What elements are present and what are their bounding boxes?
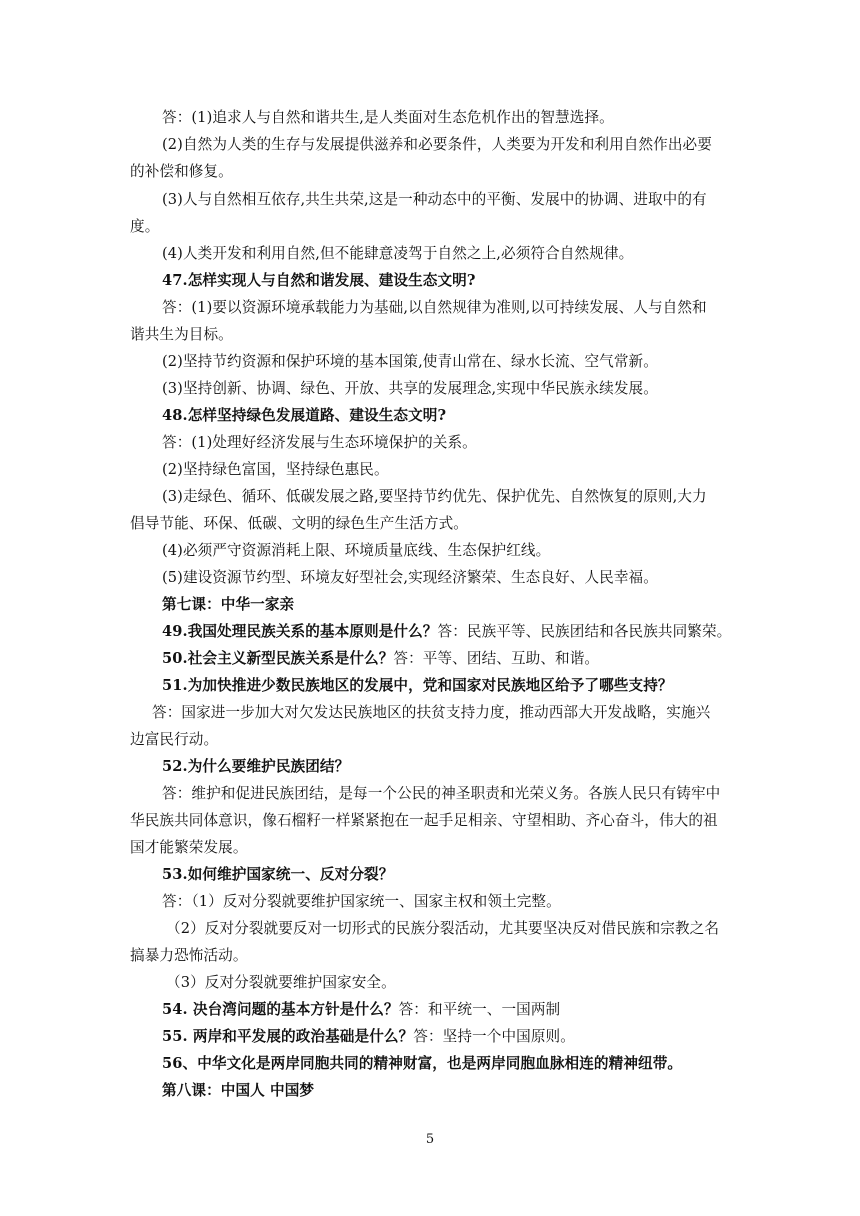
question-heading: 53.如何维护国家统一、反对分裂？ xyxy=(162,866,394,883)
question-text: 49.我国处理民族关系的基本原则是什么？ xyxy=(162,623,438,640)
text-line: 国才能繁荣发展。 xyxy=(130,839,248,856)
text-line: （3）反对分裂就要维护国家安全。 xyxy=(166,974,396,991)
text-line: 答：(1)处理好经济发展与生态环境保护的关系。 xyxy=(162,434,477,451)
question-heading: 48.怎样坚持绿色发展道路、建设生态文明? xyxy=(162,407,447,424)
text-line: (3)人与自然相互依存,共生共荣,这是一种动态中的平衡、发展中的协调、进取中的有 xyxy=(162,191,707,208)
text-line: (2)坚持绿色富国，坚持绿色惠民。 xyxy=(162,461,389,478)
lesson-heading: 第七课：中华一家亲 xyxy=(162,596,295,613)
text-line: (3)坚持创新、协调、绿色、开放、共享的发展理念,实现中华民族永续发展。 xyxy=(162,380,658,397)
text-line: (5)建设资源节约型、环境友好型社会,实现经济繁荣、生态良好、人民幸福。 xyxy=(162,569,658,586)
answer-text: 答：民族平等、民族团结和各民族共同繁荣。 xyxy=(437,623,732,640)
text-line: 搞暴力恐怖活动。 xyxy=(130,947,248,964)
answer-text: 答：坚持一个中国原则。 xyxy=(413,1028,575,1045)
text-line: 答：维护和促进民族团结，是每一个公民的神圣职责和光荣义务。各族人民只有铸牢中 xyxy=(162,785,721,802)
text-line: 答：(1)要以资源环境承载能力为基础,以自然规律为准则,以可持续发展、人与自然和 xyxy=(162,299,707,316)
answer-text: 答：和平统一、一国两制 xyxy=(398,1001,561,1018)
answer-text: 答：平等、团结、互助、和谐。 xyxy=(393,650,600,667)
question-answer-line xyxy=(162,1000,560,1020)
text-line: 答：（1）反对分裂就要维护国家统一、国家主权和领土完整。 xyxy=(162,893,561,910)
text-line: (3)走绿色、循环、低碳发展之路,要坚持节约优先、保护优先、自然恢复的原则,大力 xyxy=(162,488,707,505)
question-heading: 52.为什么要维护民族团结？ xyxy=(162,758,350,775)
text-line: 华民族共同体意识，像石榴籽一样紧紧抱在一起手足相亲、守望相助、齐心奋斗，伟大的祖 xyxy=(130,812,718,829)
question-text: 50.社会主义新型民族关系是什么？ xyxy=(162,650,394,667)
text-line: (2)自然为人类的生存与发展提供滋养和必要条件，人类要为开发和利用自然作出必要 xyxy=(162,136,712,153)
question-text: 54. 决台湾问题的基本方针是什么？ xyxy=(162,1001,399,1018)
text-line: (4)必须严守资源消耗上限、环境质量底线、生态保护红线。 xyxy=(162,542,551,559)
question-answer-line xyxy=(162,1027,575,1047)
text-line: 谐共生为目标。 xyxy=(130,326,233,343)
text-line: 答：国家进一步加大对欠发达民族地区的扶贫支持力度，推动西部大开发战略，实施兴 xyxy=(152,704,711,721)
page-number: 5 xyxy=(425,1132,435,1147)
lesson-heading: 第八课：中国人 中国梦 xyxy=(162,1082,315,1099)
text-line: 答：(1)追求人与自然和谐共生,是人类面对生态危机作出的智慧选择。 xyxy=(162,109,614,126)
text-line: (4)人类开发和利用自然,但不能肆意凌驾于自然之上,必须符合自然规律。 xyxy=(162,245,634,262)
question-text: 55. 两岸和平发展的政治基础是什么？ xyxy=(162,1028,414,1045)
text-line: （2）反对分裂就要反对一切形式的民族分裂活动，尤其要坚决反对借民族和宗教之名 xyxy=(166,920,720,937)
text-line: (2)坚持节约资源和保护环境的基本国策,使青山常在、绿水长流、空气常新。 xyxy=(162,353,658,370)
text-line: 的补偿和修复。 xyxy=(130,163,233,180)
question-answer-line xyxy=(162,622,731,642)
text-line: 边富民行动。 xyxy=(130,731,219,748)
text-line: 倡导节能、环保、低碳、文明的绿色生产生活方式。 xyxy=(130,515,468,532)
statement-heading: 56、中华文化是两岸同胞共同的精神财富，也是两岸同胞血脉相连的精神纽带。 xyxy=(162,1055,683,1072)
question-answer-line xyxy=(162,649,599,669)
question-heading: 51.为加快推进少数民族地区的发展中，党和国家对民族地区给予了哪些支持？ xyxy=(162,677,673,694)
question-heading: 47.怎样实现人与自然和谐发展、建设生态文明? xyxy=(162,272,476,289)
text-line: 度。 xyxy=(130,218,160,235)
